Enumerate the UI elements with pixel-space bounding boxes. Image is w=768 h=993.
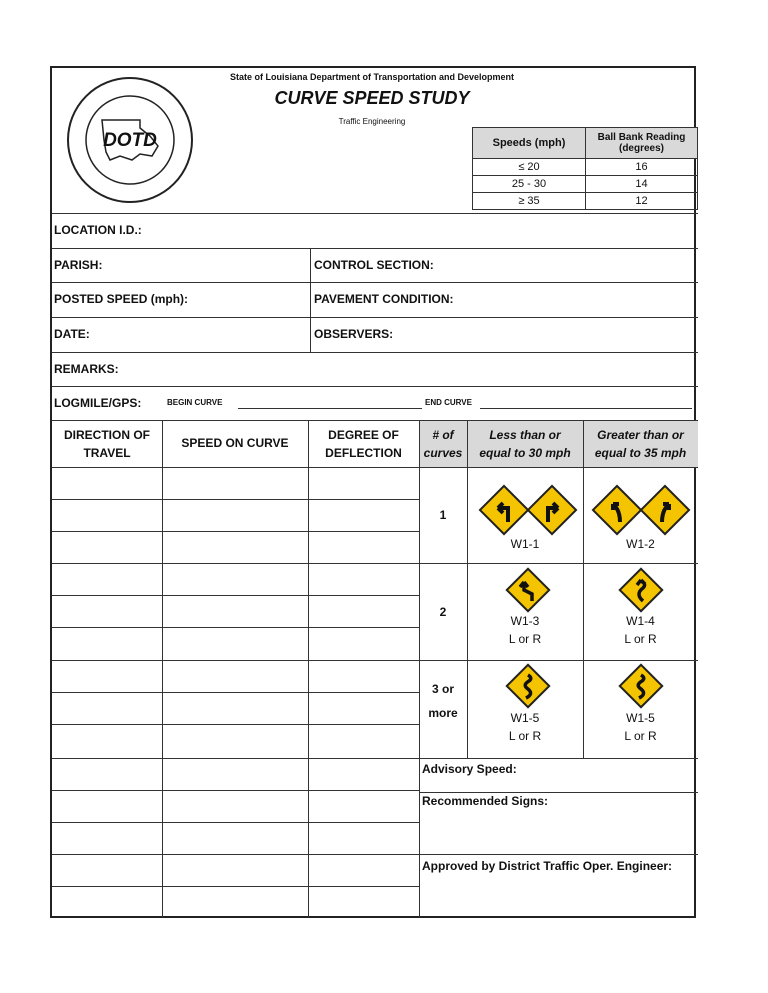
w1-5-right-code: W1-5 bbox=[626, 711, 655, 725]
w1-5-winding-road-sign-left bbox=[503, 663, 553, 709]
curve-count-2: 2 bbox=[439, 605, 447, 619]
curves-header-line2: curves bbox=[423, 446, 463, 460]
speed-cell: ≥ 35 bbox=[473, 193, 586, 210]
degree-header-line1: DEGREE OF bbox=[328, 428, 399, 442]
w1-2-curve-signs bbox=[591, 484, 691, 536]
dotd-seal-logo bbox=[62, 74, 198, 206]
w1-5-left-l-or-r: L or R bbox=[508, 729, 542, 743]
w1-1-turn-signs bbox=[478, 484, 578, 536]
w1-4-reverse-curve-sign bbox=[616, 567, 666, 613]
ball-bank-header-line1: Ball Bank Reading bbox=[597, 132, 686, 143]
w1-5-right-label bbox=[583, 709, 698, 745]
location-id-field[interactable] bbox=[182, 216, 692, 246]
end-curve-field[interactable] bbox=[480, 408, 692, 409]
less-header-line2: equal to 30 mph bbox=[479, 446, 571, 460]
curve-count-3-or-more bbox=[419, 677, 467, 725]
remarks-label: REMARKS: bbox=[54, 362, 119, 376]
w1-5-left-label bbox=[467, 709, 583, 745]
degree-of-deflection-header bbox=[308, 426, 419, 462]
ball-bank-header-line2: (degrees) bbox=[618, 143, 664, 154]
w1-3-code: W1-3 bbox=[510, 614, 540, 628]
num-curves-header bbox=[419, 426, 467, 462]
location-id-label: LOCATION I.D.: bbox=[54, 223, 142, 237]
w1-5-left-code: W1-5 bbox=[510, 711, 540, 725]
speed-on-curve-header: SPEED ON CURVE bbox=[181, 436, 289, 450]
direction-header-line1: DIRECTION OF bbox=[64, 428, 150, 442]
w1-3-label bbox=[467, 612, 583, 648]
ball-bank-header bbox=[586, 128, 698, 159]
ball-bank-table bbox=[472, 127, 698, 210]
page-subtitle: Traffic Engineering bbox=[338, 117, 406, 126]
reading-cell: 12 bbox=[586, 193, 698, 210]
advisory-speed-label: Advisory Speed: bbox=[422, 762, 517, 776]
direction-of-travel-header bbox=[52, 426, 162, 462]
w1-3-reverse-turn-sign bbox=[503, 567, 553, 613]
recommended-signs-label: Recommended Signs: bbox=[422, 794, 549, 808]
w1-2-label: W1-2 bbox=[626, 537, 655, 551]
agency-name: State of Louisiana Department of Transportation and Development bbox=[229, 72, 515, 82]
begin-curve-label: BEGIN CURVE bbox=[167, 398, 223, 407]
w1-4-label bbox=[583, 612, 698, 648]
speeds-header: Speeds (mph) bbox=[473, 128, 586, 159]
end-curve-label: END CURVE bbox=[425, 398, 472, 407]
pavement-condition-label: PAVEMENT CONDITION: bbox=[314, 292, 454, 306]
less-than-30-header bbox=[467, 426, 583, 462]
w1-4-code: W1-4 bbox=[626, 614, 655, 628]
direction-header-line2: TRAVEL bbox=[83, 446, 131, 460]
speed-cell: ≤ 20 bbox=[473, 159, 586, 176]
w1-5-right-l-or-r: L or R bbox=[624, 729, 657, 743]
curve-speed-study-form bbox=[50, 66, 696, 918]
degree-header-line2: DEFLECTION bbox=[325, 446, 402, 460]
greater-header-line1: Greater than or bbox=[597, 428, 684, 442]
observers-label: OBSERVERS: bbox=[314, 327, 394, 341]
greater-than-35-header bbox=[583, 426, 698, 462]
less-header-line1: Less than or bbox=[489, 428, 561, 442]
w1-4-l-or-r: L or R bbox=[624, 632, 657, 646]
curve-count-1: 1 bbox=[439, 508, 447, 522]
speed-cell: 25 - 30 bbox=[473, 176, 586, 193]
control-section-label: CONTROL SECTION: bbox=[314, 258, 434, 272]
posted-speed-label: POSTED SPEED (mph): bbox=[54, 292, 189, 306]
page-title: CURVE SPEED STUDY bbox=[274, 88, 470, 108]
greater-header-line2: equal to 35 mph bbox=[594, 446, 687, 460]
date-label: DATE: bbox=[54, 327, 90, 341]
count-3-line1: 3 or bbox=[431, 682, 454, 696]
reading-cell: 14 bbox=[586, 176, 698, 193]
w1-1-label: W1-1 bbox=[510, 537, 540, 551]
approved-by-label: Approved by District Traffic Oper. Engineer: bbox=[422, 859, 673, 873]
logo-text: DOTD bbox=[103, 130, 157, 151]
parish-label: PARISH: bbox=[54, 258, 103, 272]
count-3-line2: more bbox=[428, 706, 458, 720]
reading-cell: 16 bbox=[586, 159, 698, 176]
begin-curve-field[interactable] bbox=[238, 408, 422, 409]
logmile-gps-label: LOGMILE/GPS: bbox=[54, 396, 142, 410]
w1-5-winding-road-sign-right bbox=[616, 663, 666, 709]
w1-3-l-or-r: L or R bbox=[508, 632, 542, 646]
curves-header-line1: # of bbox=[432, 428, 454, 442]
